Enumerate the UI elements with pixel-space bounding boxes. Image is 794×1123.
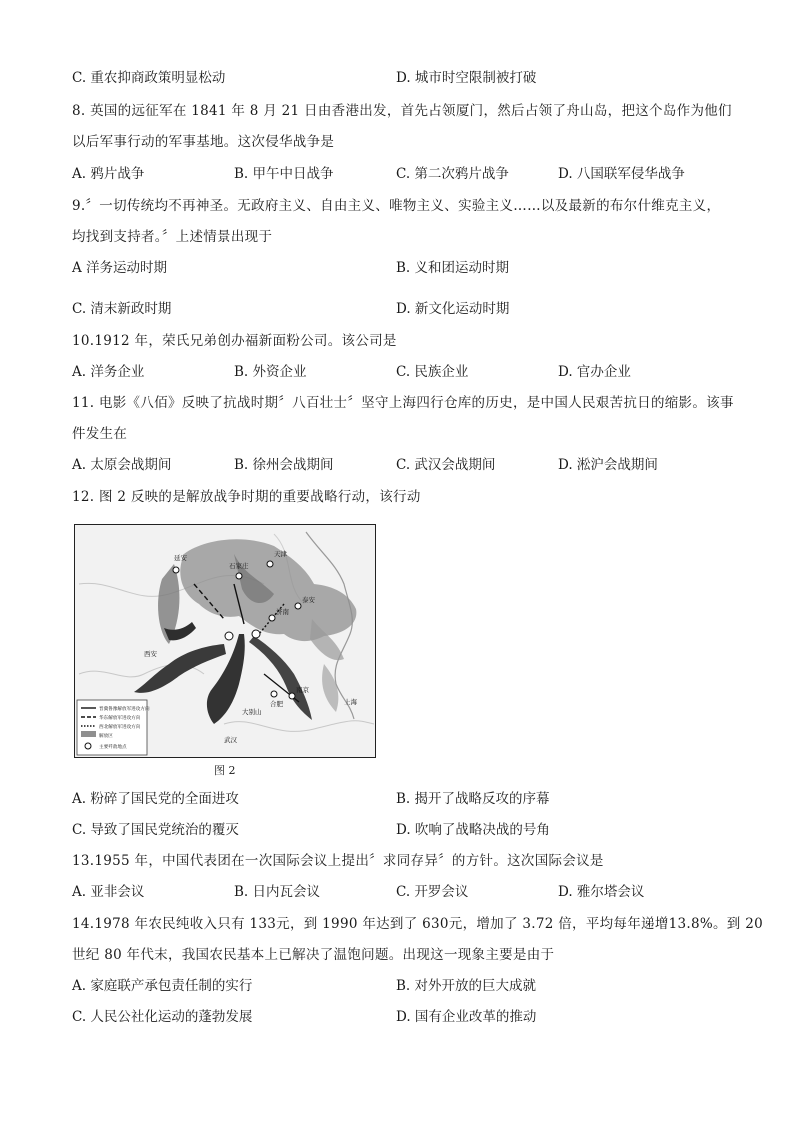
q10-option-c: C. 民族企业 xyxy=(396,364,469,380)
map-label-yanan: 延安 xyxy=(174,554,187,562)
q12-option-a: A. 粉碎了国民党的全面进攻 xyxy=(72,791,239,807)
q13-option-c: C. 开罗会议 xyxy=(396,884,469,900)
q8-option-c: C. 第二次鸦片战争 xyxy=(396,166,509,182)
q10-option-d: D. 官办企业 xyxy=(558,364,631,380)
map-label-nanjing: 南京 xyxy=(296,686,309,694)
q9-stem-line2: 均找到支持者。〞上述情景出现于 xyxy=(72,229,273,245)
q9-stem-line1: 9.〞一切传统均不再神圣。无政府主义、自由主义、唯物主义、实验主义……以及最新的布尔什维克主义， xyxy=(72,198,721,214)
map-label-dabie: 大别山 xyxy=(242,708,262,716)
map-label-jinan: 济南 xyxy=(276,608,289,616)
q13-option-b: B. 日内瓦会议 xyxy=(234,884,321,900)
legend-item-3: 西北解放军进攻方向 xyxy=(99,725,141,730)
q11-stem-line1: 11. 电影《八佰》反映了抗战时期〞八百壮士〞坚守上海四行仓库的历史，是中国人民艰苦抗日的缩影。该事 xyxy=(72,395,734,411)
legend-item-4: 解放区 xyxy=(99,734,113,739)
figure-2-map xyxy=(74,524,376,758)
q14-option-d: D. 国有企业改革的推动 xyxy=(396,1009,537,1025)
q8-stem-line2: 以后军事行动的军事基地。这次侵华战争是 xyxy=(72,134,335,150)
q11-option-c: C. 武汉会战期间 xyxy=(396,457,496,473)
q8-option-b: B. 甲午中日战争 xyxy=(234,166,334,182)
q8-stem-line1: 8. 英国的远征军在 1841 年 8 月 21 日由香港出发，首先占领厦门，然后占领了舟山岛，把这个岛作为他们 xyxy=(72,103,732,119)
q9-option-d: D. 新文化运动时期 xyxy=(396,301,510,317)
q9-option-b: B. 义和团运动时期 xyxy=(396,260,510,276)
legend-item-5: 主要歼敌地点 xyxy=(99,745,127,750)
map-label-wuhan: 武汉 xyxy=(224,736,237,744)
q8-option-a: A. 鸦片战争 xyxy=(72,166,145,182)
q14-option-c: C. 人民公社化运动的蓬勃发展 xyxy=(72,1009,253,1025)
q14-option-b: B. 对外开放的巨大成就 xyxy=(396,978,537,994)
map-label-taian: 泰安 xyxy=(302,596,315,604)
q14-stem-line2: 世纪 80 年代末，我国农民基本上已解决了温饱问题。出现这一现象主要是由于 xyxy=(72,947,555,963)
q12-option-b: B. 揭开了战略反攻的序幕 xyxy=(396,791,550,807)
map-label-tianjin: 天津 xyxy=(274,550,287,558)
legend-item-1: 晋冀鲁豫解放军进攻方向 xyxy=(99,707,150,712)
q8-option-d: D. 八国联军侵华战争 xyxy=(558,166,685,182)
figure-caption: 图 2 xyxy=(214,764,236,777)
q11-option-a: A. 太原会战期间 xyxy=(72,457,172,473)
q13-option-d: D. 雅尔塔会议 xyxy=(558,884,645,900)
map-label-shanghai: 上海 xyxy=(344,698,357,706)
q11-option-b: B. 徐州会战期间 xyxy=(234,457,334,473)
q13-option-a: A. 亚非会议 xyxy=(72,884,145,900)
q9-option-a: A 洋务运动时期 xyxy=(72,260,168,276)
q10-option-b: B. 外资企业 xyxy=(234,364,307,380)
q11-stem-line2: 件发生在 xyxy=(72,426,128,442)
q10-stem: 10.1912 年，荣氏兄弟创办福新面粉公司。该公司是 xyxy=(72,333,397,349)
q12-option-d: D. 吹响了战略决战的号角 xyxy=(396,822,550,838)
q7-option-d: D. 城市时空限制被打破 xyxy=(396,70,537,86)
map-label-shijiazhuang: 石家庄 xyxy=(229,562,249,570)
map-label-xian: 西安 xyxy=(144,650,157,658)
legend-item-2: 华东解放军进攻方向 xyxy=(99,716,141,721)
q7-option-c: C. 重农抑商政策明显松动 xyxy=(72,70,226,86)
q14-option-a: A. 家庭联产承包责任制的实行 xyxy=(72,978,253,994)
q14-stem-line1: 14.1978 年农民纯收入只有 133元，到 1990 年达到了 630元，增加了 3.72 倍，平均每年递增13.8%。到 20 xyxy=(72,916,763,932)
q12-option-c: C. 导致了国民党统治的覆灭 xyxy=(72,822,239,838)
q11-option-d: D. 淞沪会战期间 xyxy=(558,457,658,473)
q10-option-a: A. 洋务企业 xyxy=(72,364,145,380)
q13-stem: 13.1955 年，中国代表团在一次国际会议上提出〞求同存异〞的方针。这次国际会议是 xyxy=(72,853,604,869)
map-label-hefei: 合肥 xyxy=(270,700,283,708)
q12-stem: 12. 图 2 反映的是解放战争时期的重要战略行动，该行动 xyxy=(72,489,421,505)
q9-option-c: C. 清末新政时期 xyxy=(72,301,172,317)
